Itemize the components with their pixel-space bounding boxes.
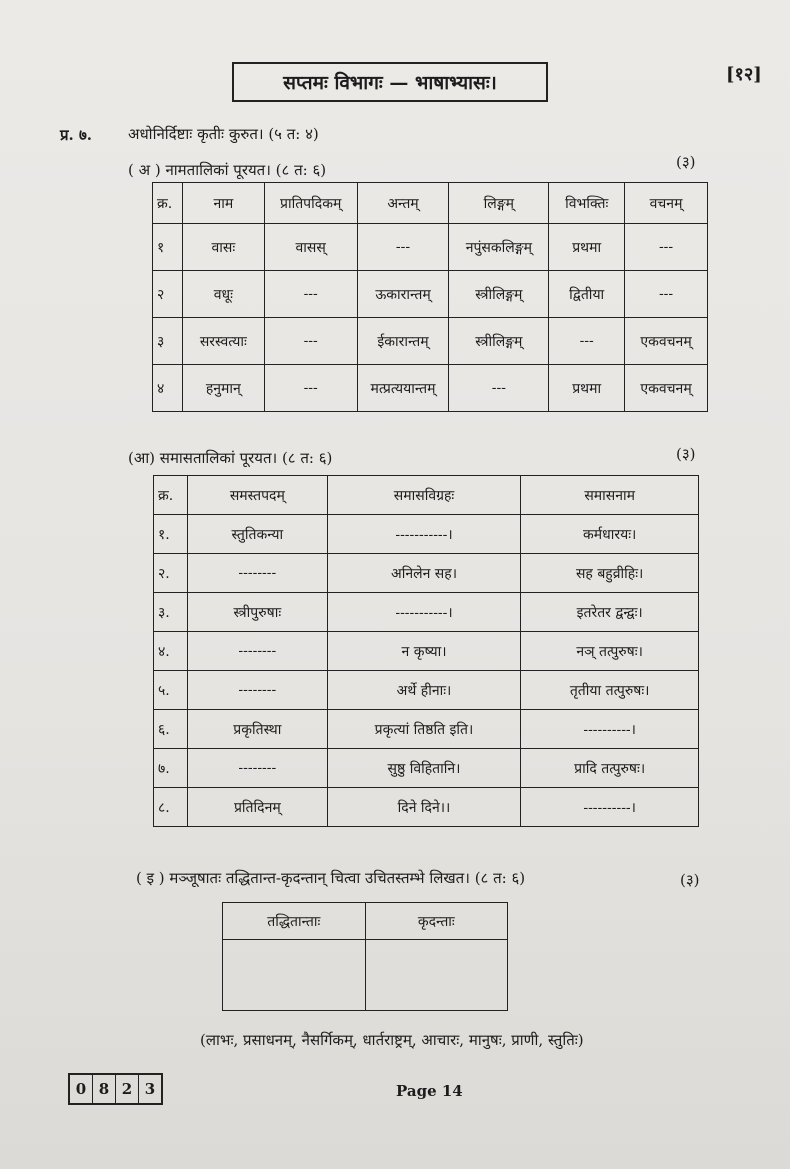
table-cell: तृतीया तत्पुरुषः।: [521, 671, 699, 710]
table-row: [153, 224, 708, 271]
table-cell: इतरेतर द्वन्द्वः।: [521, 593, 699, 632]
suffix-table-header-taddhita: तद्धितान्ताः: [223, 903, 366, 940]
table-cell: ---: [264, 318, 357, 365]
table-cell: प्रकृतिस्था: [187, 710, 327, 749]
table-cell: स्तुतिकन्या: [187, 515, 327, 554]
part-b-heading: (आ) समासतालिकां पूरयत। (८ त: ६): [128, 449, 333, 467]
column-header: वचनम्: [625, 183, 708, 224]
table-cell: एकवचनम्: [625, 365, 708, 412]
table-row: [154, 749, 699, 788]
table-cell: वासस्: [264, 224, 357, 271]
table-cell: ७.: [154, 749, 188, 788]
table-cell: प्रथमा: [549, 365, 625, 412]
part-c-marks: (३): [680, 871, 700, 889]
table-cell: ३.: [154, 593, 188, 632]
table-row: [154, 593, 699, 632]
compound-table: [153, 475, 699, 827]
table-cell: स्त्रीलिङ्गम्: [449, 271, 549, 318]
column-header: समस्तपदम्: [187, 476, 327, 515]
table-cell: ८.: [154, 788, 188, 827]
noun-table: [152, 182, 708, 412]
column-header: लिङ्गम्: [449, 183, 549, 224]
table-cell: ४.: [154, 632, 188, 671]
column-header: विभक्तिः: [549, 183, 625, 224]
part-a-marks: (३): [676, 153, 696, 171]
part-b-marks: (३): [676, 445, 696, 463]
table-cell: ३: [153, 318, 183, 365]
table-cell: प्रतिदिनम्: [187, 788, 327, 827]
table-cell: प्रकृत्यां तिष्ठति इति।: [327, 710, 521, 749]
table-row: [154, 710, 699, 749]
code-digit: 0: [70, 1075, 93, 1103]
table-cell: दिने दिने।।: [327, 788, 521, 827]
column-header: समासनाम: [521, 476, 699, 515]
table-cell: --------: [187, 632, 327, 671]
table-cell: एकवचनम्: [625, 318, 708, 365]
table-cell: --------: [187, 749, 327, 788]
table-cell: अर्थे हीनाः।: [327, 671, 521, 710]
table-row: [153, 271, 708, 318]
table-cell: ---: [549, 318, 625, 365]
table-cell: -----------।: [327, 593, 521, 632]
suffix-table: [222, 902, 508, 1011]
table-cell: सरस्वत्याः: [182, 318, 264, 365]
page-label: Page 14: [396, 1082, 463, 1100]
table-cell: ---: [625, 271, 708, 318]
table-row: [154, 788, 699, 827]
table-cell: वधूः: [182, 271, 264, 318]
table-cell: २: [153, 271, 183, 318]
part-a-heading: ( अ ) नामतालिकां पूरयत। (८ त: ६): [128, 161, 327, 179]
table-cell: ---: [264, 271, 357, 318]
table-cell: ऊकारान्तम्: [357, 271, 449, 318]
table-cell: --------: [187, 554, 327, 593]
table-cell: ---: [357, 224, 449, 271]
table-cell: कर्मधारयः।: [521, 515, 699, 554]
question-text: अधोनिर्दिष्टाः कृतीः कुरुत। (५ त: ४): [128, 125, 319, 143]
table-cell: --------: [187, 671, 327, 710]
table-cell: ईकारान्तम्: [357, 318, 449, 365]
noun-table-header: [153, 183, 708, 224]
table-cell: प्रादि तत्पुरुषः।: [521, 749, 699, 788]
table-cell: ६.: [154, 710, 188, 749]
paper-code-box: [68, 1073, 163, 1105]
table-cell: न कृष्या।: [327, 632, 521, 671]
table-cell: मत्प्रत्ययान्तम्: [357, 365, 449, 412]
table-row: [154, 515, 699, 554]
code-digit: 2: [116, 1075, 139, 1103]
taddhita-answer-cell: [223, 940, 366, 1011]
table-cell: नपुंसकलिङ्गम्: [449, 224, 549, 271]
column-header: अन्तम्: [357, 183, 449, 224]
table-cell: १.: [154, 515, 188, 554]
page-number: [१२]: [726, 64, 762, 85]
table-cell: ---: [625, 224, 708, 271]
word-box: (लाभः, प्रसाधनम्, नैसर्गिकम्, धार्तराष्ट्रम्, आचारः, मानुषः, प्राणी, स्तुतिः): [200, 1031, 584, 1049]
table-cell: अनिलेन सह।: [327, 554, 521, 593]
table-cell: ४: [153, 365, 183, 412]
table-cell: स्त्रीपुरुषाः: [187, 593, 327, 632]
column-header: नाम: [182, 183, 264, 224]
table-cell: वासः: [182, 224, 264, 271]
table-cell: हनुमान्: [182, 365, 264, 412]
table-cell: नञ् तत्पुरुषः।: [521, 632, 699, 671]
table-row: [153, 318, 708, 365]
column-header: समासविग्रहः: [327, 476, 521, 515]
column-header: क्र.: [154, 476, 188, 515]
suffix-table-header-krdanta: कृदन्ताः: [365, 903, 507, 940]
table-cell: सह बहुव्रीहिः।: [521, 554, 699, 593]
table-cell: ----------।: [521, 788, 699, 827]
question-number: प्र. ७.: [60, 126, 93, 144]
compound-table-header: [154, 476, 699, 515]
section-title: सप्तमः विभागः — भाषाभ्यासः।: [232, 62, 548, 102]
table-cell: १: [153, 224, 183, 271]
code-digit: 3: [144, 1080, 156, 1098]
table-row: [154, 632, 699, 671]
table-cell: स्त्रीलिङ्गम्: [449, 318, 549, 365]
table-row: [154, 671, 699, 710]
table-row: [154, 554, 699, 593]
table-row: [153, 365, 708, 412]
table-cell: द्वितीया: [549, 271, 625, 318]
table-cell: ---: [264, 365, 357, 412]
table-cell: प्रथमा: [549, 224, 625, 271]
table-cell: २.: [154, 554, 188, 593]
table-cell: ---: [449, 365, 549, 412]
column-header: क्र.: [153, 183, 183, 224]
table-cell: ५.: [154, 671, 188, 710]
column-header: प्रातिपदिकम्: [264, 183, 357, 224]
code-digit: 8: [93, 1075, 116, 1103]
table-cell: ----------।: [521, 710, 699, 749]
table-cell: सुष्ठु विहितानि।: [327, 749, 521, 788]
table-cell: -----------।: [327, 515, 521, 554]
krdanta-answer-cell: [365, 940, 507, 1011]
part-c-heading: ( इ ) मञ्जूषातः तद्धितान्त-कृदन्तान् चित्वा उचितस्तम्भे लिखत। (८ त: ६): [136, 869, 526, 887]
